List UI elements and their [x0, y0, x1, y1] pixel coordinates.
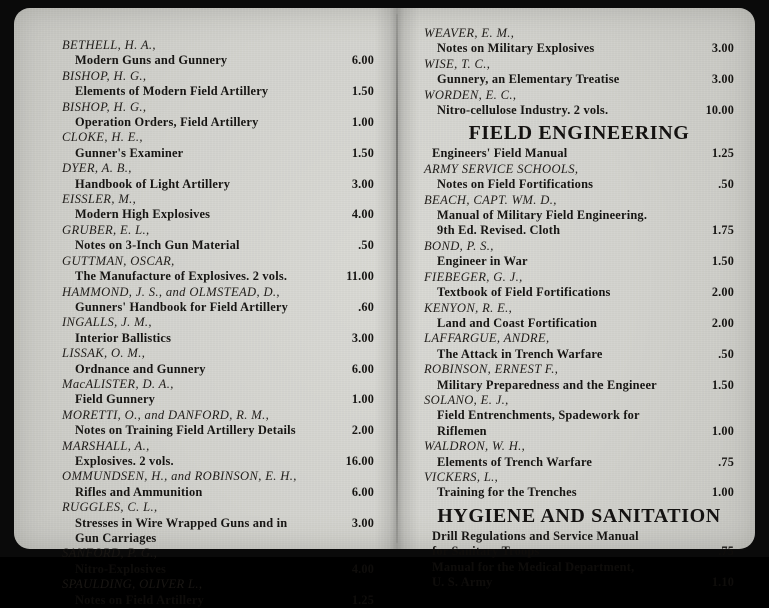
entry-author: MARSHALL, A.,	[62, 438, 150, 453]
bibliography-entry	[62, 100, 374, 131]
entry-price: .60	[358, 299, 374, 314]
entry-title: Field Gunnery	[75, 392, 156, 407]
entry-title: Manual of Military Field Engineering.	[437, 208, 648, 223]
entry-title: Gunner's Examiner	[75, 145, 184, 160]
entry-author: LISSAK, O. M.,	[62, 346, 146, 361]
entry-price: 2.00	[711, 315, 734, 330]
entry-author: KENYON, R. E.,	[424, 300, 513, 315]
entry-title-continuation-row	[424, 544, 734, 559]
entry-author: SPAULDING, OLIVER L.,	[62, 577, 203, 592]
entry-title-row	[424, 485, 734, 500]
entry-title-row	[424, 408, 734, 423]
entry-title-row	[62, 392, 374, 407]
entry-title-row	[424, 208, 734, 223]
bibliography-entry	[62, 254, 374, 285]
entry-title-continuation-row	[424, 223, 734, 238]
entry-price: 4.00	[351, 561, 374, 576]
entry-title: Notes on Military Explosives	[437, 41, 595, 56]
entry-title: Notes on Field Artillery	[75, 592, 205, 607]
bibliography-entry	[62, 192, 374, 223]
entry-title-row	[62, 362, 374, 377]
entry-title-row	[62, 562, 374, 577]
entry-title: Nitro-cellulose Industry. 2 vols.	[437, 103, 609, 118]
bibliography-entry	[62, 377, 374, 408]
entry-author: FIEBEGER, G. J.,	[424, 269, 523, 284]
entry-author: INGALLS, J. M.,	[62, 315, 152, 330]
entry-price: 1.00	[351, 392, 374, 407]
bibliography-entry	[424, 88, 734, 119]
entry-author: BISHOP, H. G.,	[62, 68, 147, 83]
left-page	[62, 38, 374, 608]
entry-price: 1.75	[711, 223, 734, 238]
entry-title: Rifles and Ammunition	[75, 484, 203, 499]
entry-title-continuation: U. S. Army	[432, 575, 493, 589]
entry-title-continuation: Gun Carriages	[75, 531, 157, 545]
entry-title: Engineer in War	[437, 254, 528, 269]
bibliography-entry	[424, 331, 734, 362]
entry-title: Interior Ballistics	[75, 330, 172, 345]
entry-author: LAFFARGUE, ANDRE,	[424, 331, 550, 346]
bibliography-entry	[424, 57, 734, 88]
entry-title: The Manufacture of Explosives. 2 vols.	[75, 269, 288, 284]
entry-title-row	[62, 53, 374, 68]
entry-price: 6.00	[351, 53, 374, 68]
entry-price: 1.00	[711, 423, 734, 438]
entry-title-continuation-row	[424, 424, 734, 439]
entry-title-row	[424, 378, 734, 393]
entry-title: Stresses in Wire Wrapped Guns and in	[75, 515, 288, 530]
entry-price: 1.50	[351, 84, 374, 99]
entry-title: Explosives. 2 vols.	[75, 453, 174, 468]
bibliography-entry	[424, 470, 734, 501]
entry-title-row	[62, 269, 374, 284]
bibliography-entry	[62, 546, 374, 577]
entry-price: 3.00	[351, 176, 374, 191]
bibliography-entry	[62, 469, 374, 500]
entry-title-row	[62, 207, 374, 222]
entry-price: 1.00	[711, 485, 734, 500]
bibliography-entry	[62, 38, 374, 69]
bibliography-entry	[62, 130, 374, 161]
entry-title: Gunnery, an Elementary Treatise	[437, 72, 620, 87]
entry-author: MacALISTER, D. A.,	[62, 376, 174, 391]
entry-author: RUGGLES, C. L.,	[62, 500, 158, 515]
entry-author: GUTTMAN, OSCAR,	[62, 253, 175, 268]
bibliography-entry	[424, 162, 734, 193]
entry-author: HAMMOND, J. S., and OLMSTEAD, D.,	[62, 284, 280, 299]
entry-title-continuation-row	[424, 575, 734, 590]
entry-title-row	[62, 146, 374, 161]
entry-title: Modern High Explosives	[75, 207, 211, 222]
entry-title-row	[62, 516, 374, 531]
entry-title: Notes on 3-Inch Gun Material	[75, 238, 240, 253]
right-page	[424, 26, 734, 590]
entry-title-row	[424, 316, 734, 331]
entry-title-row	[424, 41, 734, 56]
entry-title-row	[424, 560, 734, 575]
entry-title: Operation Orders, Field Artillery	[75, 115, 259, 130]
entry-price: 10.00	[705, 103, 734, 118]
bibliography-entry	[62, 69, 374, 100]
entry-title-row	[424, 347, 734, 362]
entry-price: .75	[718, 544, 734, 559]
entry-price: 1.50	[711, 254, 734, 269]
entry-title: Elements of Trench Warfare	[437, 454, 593, 469]
entry-author: MORETTI, O., and DANFORD, R. M.,	[62, 407, 270, 422]
entry-title-row	[62, 331, 374, 346]
entry-title: Drill Regulations and Service Manual	[432, 528, 639, 543]
entry-author: SANFORD, P. G.,	[62, 546, 158, 561]
entry-title-continuation: 9th Ed. Revised. Cloth	[437, 223, 561, 238]
entry-author: ROBINSON, ERNEST F.,	[424, 362, 559, 377]
bibliography-entry	[62, 161, 374, 192]
entry-title-row	[424, 72, 734, 87]
entry-title: Land and Coast Fortification	[437, 315, 598, 330]
entry-author: BEACH, CAPT. WM. D.,	[424, 192, 557, 207]
entry-author: WALDRON, W. H.,	[424, 439, 526, 454]
entry-price: 16.00	[345, 453, 374, 468]
bibliography-entry	[424, 362, 734, 393]
entry-author: VICKERS, L.,	[424, 469, 499, 484]
entry-title: Elements of Modern Field Artillery	[75, 84, 269, 99]
entry-title: Ordnance and Gunnery	[75, 361, 206, 376]
entry-title-row	[62, 84, 374, 99]
entry-price: 1.50	[711, 377, 734, 392]
entry-title-row	[424, 103, 734, 118]
entry-price: 2.00	[711, 285, 734, 300]
section-heading: HYGIENE AND SANITATION	[437, 504, 721, 527]
entry-title-row	[62, 238, 374, 253]
entry-author: DYER, A. B.,	[62, 161, 132, 176]
entry-title-continuation-row	[62, 531, 374, 546]
entry-title: Gunners' Handbook for Field Artillery	[75, 299, 289, 314]
entry-price: 1.25	[711, 146, 734, 161]
bibliography-entry	[424, 439, 734, 470]
entry-title-row	[62, 423, 374, 438]
entry-title-row	[62, 300, 374, 315]
entry-author: WORDEN, E. C.,	[424, 87, 517, 102]
bibliography-entry	[424, 26, 734, 57]
entry-title: Notes on Field Fortifications	[437, 177, 594, 192]
entry-title-row	[424, 285, 734, 300]
entry-title-row	[424, 146, 734, 161]
bibliography-entry	[424, 393, 734, 439]
entry-title-continuation: for Sanitary Troops	[432, 544, 540, 559]
bibliography-entry	[62, 408, 374, 439]
entry-author: OMMUNDSEN, H., and ROBINSON, E. H.,	[62, 469, 297, 484]
entry-title: Manual for the Medical Department,	[432, 559, 635, 574]
bibliography-entry	[62, 285, 374, 316]
entry-price: 6.00	[351, 361, 374, 376]
entry-price: 1.25	[351, 592, 374, 607]
entry-title: Engineers' Field Manual	[432, 146, 568, 161]
entry-title: The Attack in Trench Warfare	[437, 346, 603, 361]
bibliography-entry	[424, 193, 734, 239]
entry-price: 2.00	[351, 423, 374, 438]
entry-price: 1.50	[351, 145, 374, 160]
entry-author: CLOKE, H. E.,	[62, 130, 143, 145]
entry-title-row	[62, 593, 374, 608]
entry-title: Training for the Trenches	[437, 485, 577, 500]
entry-title: Modern Guns and Gunnery	[75, 53, 228, 68]
entry-title-continuation: Riflemen	[437, 423, 487, 438]
bibliography-entry	[62, 223, 374, 254]
entry-title: Military Preparedness and the Engineer	[437, 377, 657, 392]
bibliography-entry	[62, 500, 374, 546]
entry-title: Textbook of Field Fortifications	[437, 285, 611, 300]
entry-price: .50	[718, 346, 734, 361]
bibliography-entry	[424, 239, 734, 270]
bibliography-entry	[62, 346, 374, 377]
entry-author: ARMY SERVICE SCHOOLS,	[424, 161, 579, 176]
entry-title: Nitro-Explosives	[75, 561, 167, 576]
entry-price: 6.00	[351, 484, 374, 499]
entry-price: 1.00	[351, 115, 374, 130]
entry-title-row	[62, 177, 374, 192]
entry-price: .50	[718, 177, 734, 192]
entry-author: GRUBER, E. L.,	[62, 222, 150, 237]
entry-price: 11.00	[346, 269, 374, 284]
entry-price: 3.00	[351, 330, 374, 345]
entry-title-row	[62, 115, 374, 130]
entry-title: Notes on Training Field Artillery Details	[75, 423, 296, 438]
bibliography-entry	[424, 146, 734, 161]
entry-title: Handbook of Light Artillery	[75, 176, 231, 191]
entry-author: BETHELL, H. A.,	[62, 38, 156, 52]
bibliography-entry	[62, 577, 374, 608]
bibliography-entry	[424, 301, 734, 332]
entry-author: BISHOP, H. G.,	[62, 99, 147, 114]
entry-author: BOND, P. S.,	[424, 238, 494, 253]
bibliography-entry	[62, 439, 374, 470]
section-heading: FIELD ENGINEERING	[468, 122, 690, 145]
entry-title-row	[62, 485, 374, 500]
bibliography-entry	[62, 315, 374, 346]
entry-price: 4.00	[351, 207, 374, 222]
entry-price: 3.00	[711, 72, 734, 87]
entry-price: 3.00	[711, 41, 734, 56]
entry-price: 1.10	[711, 575, 734, 589]
entry-title-row	[424, 529, 734, 544]
entry-price: 3.00	[351, 515, 374, 530]
entry-title-row	[424, 177, 734, 192]
entry-title-row	[424, 254, 734, 269]
entry-author: WISE, T. C.,	[424, 56, 491, 71]
bibliography-entry	[424, 529, 734, 560]
entry-author: EISSLER, M.,	[62, 192, 137, 207]
entry-title-row	[62, 454, 374, 469]
entry-author: SOLANO, E. J.,	[424, 392, 509, 407]
entry-title: Field Entrenchments, Spadework for	[437, 408, 640, 423]
entry-author: WEAVER, E. M.,	[424, 26, 515, 40]
entry-price: .50	[358, 238, 374, 253]
entry-price: .75	[718, 454, 734, 469]
entry-title-row	[424, 455, 734, 470]
bibliography-entry	[424, 270, 734, 301]
bibliography-entry	[424, 560, 734, 591]
